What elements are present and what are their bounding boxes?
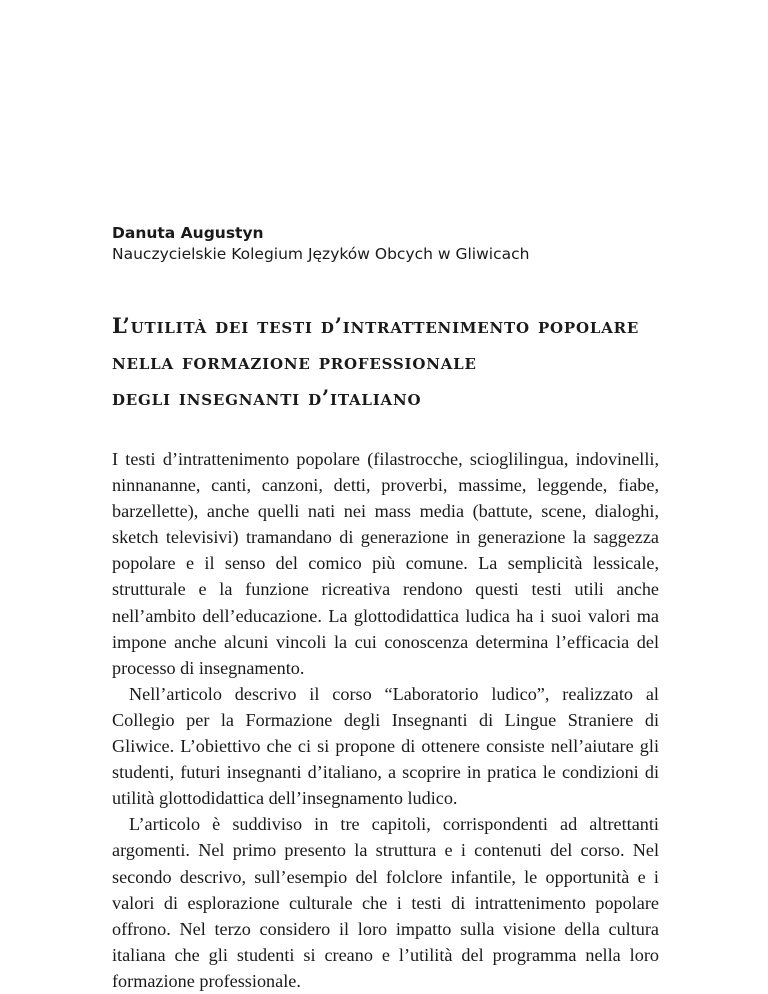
article-title xyxy=(112,308,692,416)
abstract-body xyxy=(112,446,659,994)
abstract-paragraph-2: Nell’articolo descrivo il corso “Laboratorio ludico”, realizzato al Collegio per la Formazione degli Insegnanti di Lingue Straniere di Gliwice. L’obiettivo che ci si propone di ottenere consiste nell’aiutare gli studenti, futuri insegnanti d’italiano, a scoprire in pratica le condizioni di utilità glottodidattica dell’insegnamento ludico. xyxy=(112,683,659,809)
title-line-3: degli insegnanti d’italiano xyxy=(112,385,422,410)
author-name: Danuta Augustyn xyxy=(112,224,264,242)
title-line-1: L’utilità dei testi d’intrattenimento popolare xyxy=(112,313,640,338)
author-affiliation: Nauczycielskie Kolegium Języków Obcych w Gliwicach xyxy=(112,245,530,263)
abstract-paragraph-3: L’articolo è suddiviso in tre capitoli, corrispondenti ad altrettanti argomenti. Nel primo presento la struttura e i contenuti del corso. Nel secondo descrivo, sull’esempio del folclore infantile, le opportunità e i valori di esplorazione culturale che i testi di intrattenimento popolare offrono. Nel terzo considero il loro impatto sulla visione della cultura italiana che gli studenti si creano e l’utilità del programma nella loro formazione professionale. xyxy=(112,814,659,991)
author-block xyxy=(112,223,672,265)
abstract-paragraph-1: I testi d’intrattenimento popolare (filastrocche, scioglilingua, indovinelli, ninnananne, canti, canzoni, detti, proverbi, massime, leggende, fiabe, barzellette), anche quelli nati nei mass media (battute, scene, dialoghi, sketch televisivi) tramandano di generazione in generazione la saggezza popolare e il senso del comico più comune. La semplicità lessicale, strutturale e la funzione ricreativa rendono questi testi utili anche nell’ambito dell’educazione. La glottodidattica ludica ha i suoi valori ma impone anche alcuni vincoli la cui conoscenza determina l’efficacia del processo di insegnamento. xyxy=(112,449,659,678)
title-line-2: nella formazione professionale xyxy=(112,349,477,374)
